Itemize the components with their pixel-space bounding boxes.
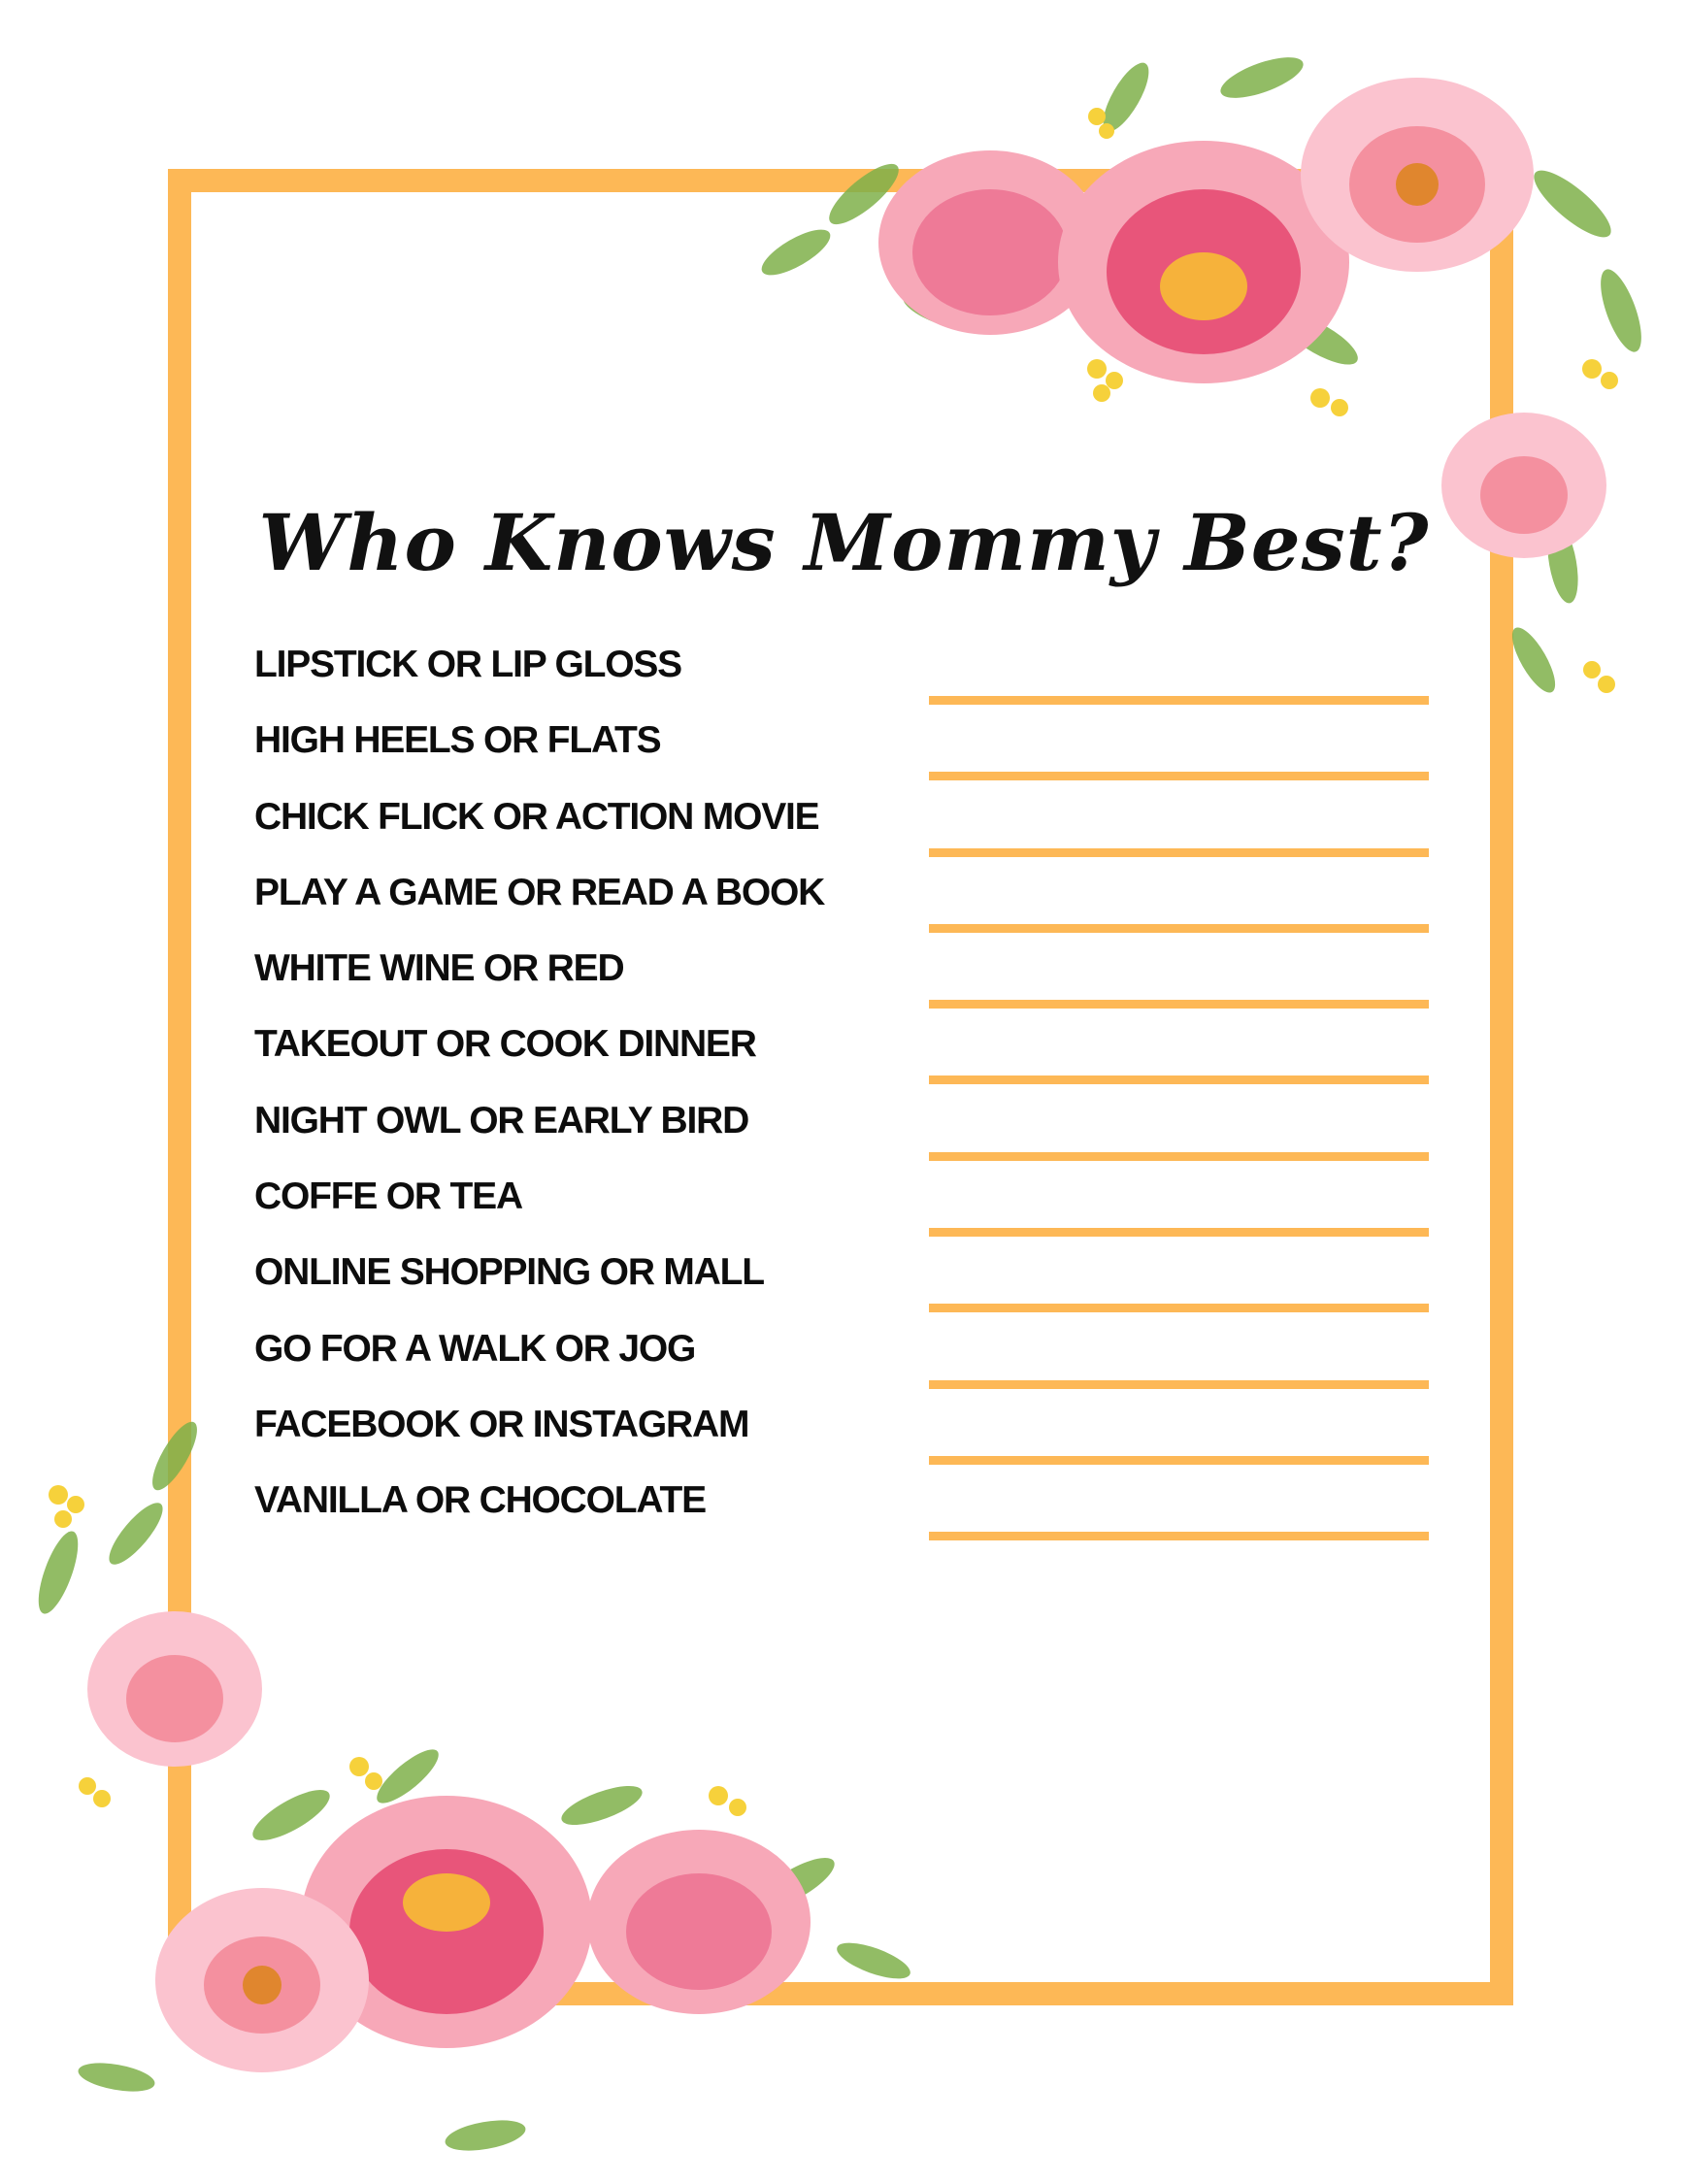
- answer-line[interactable]: [929, 1304, 1429, 1312]
- question-text: NIGHT OWL OR EARLY BIRD: [254, 1099, 749, 1142]
- question-row: [254, 864, 1439, 940]
- answer-line[interactable]: [929, 1532, 1429, 1540]
- answer-line[interactable]: [929, 696, 1429, 705]
- question-row: [254, 1168, 1439, 1243]
- question-text: ONLINE SHOPPING OR MALL: [254, 1251, 764, 1294]
- question-row: [254, 711, 1439, 787]
- question-row: [254, 636, 1439, 711]
- question-text: WHITE WINE OR RED: [254, 947, 624, 990]
- answer-line[interactable]: [929, 1152, 1429, 1161]
- question-row: [254, 1243, 1439, 1319]
- answer-line[interactable]: [929, 848, 1429, 857]
- answer-line[interactable]: [929, 772, 1429, 780]
- answer-line[interactable]: [929, 924, 1429, 933]
- answer-line[interactable]: [929, 1228, 1429, 1237]
- question-row: [254, 1472, 1439, 1547]
- page-title: Who Knows Mommy Best?: [258, 497, 1430, 588]
- question-text: COFFE OR TEA: [254, 1175, 522, 1218]
- question-text: FACEBOOK OR INSTAGRAM: [254, 1403, 749, 1445]
- question-row: [254, 788, 1439, 864]
- answer-line[interactable]: [929, 1456, 1429, 1465]
- question-row: [254, 940, 1439, 1015]
- question-text: CHICK FLICK OR ACTION MOVIE: [254, 795, 819, 838]
- question-row: [254, 1396, 1439, 1472]
- question-row: [254, 1092, 1439, 1168]
- question-text: GO FOR A WALK OR JOG: [254, 1327, 696, 1370]
- question-list: [254, 636, 1439, 1548]
- answer-line[interactable]: [929, 1075, 1429, 1084]
- question-row: [254, 1015, 1439, 1091]
- question-row: [254, 1320, 1439, 1396]
- answer-line[interactable]: [929, 1000, 1429, 1009]
- question-text: PLAY A GAME OR READ A BOOK: [254, 871, 825, 913]
- answer-line[interactable]: [929, 1380, 1429, 1389]
- question-text: TAKEOUT OR COOK DINNER: [254, 1023, 756, 1066]
- question-text: LIPSTICK OR LIP GLOSS: [254, 644, 681, 685]
- question-text: HIGH HEELS OR FLATS: [254, 719, 661, 762]
- question-text: VANILLA OR CHOCOLATE: [254, 1479, 706, 1522]
